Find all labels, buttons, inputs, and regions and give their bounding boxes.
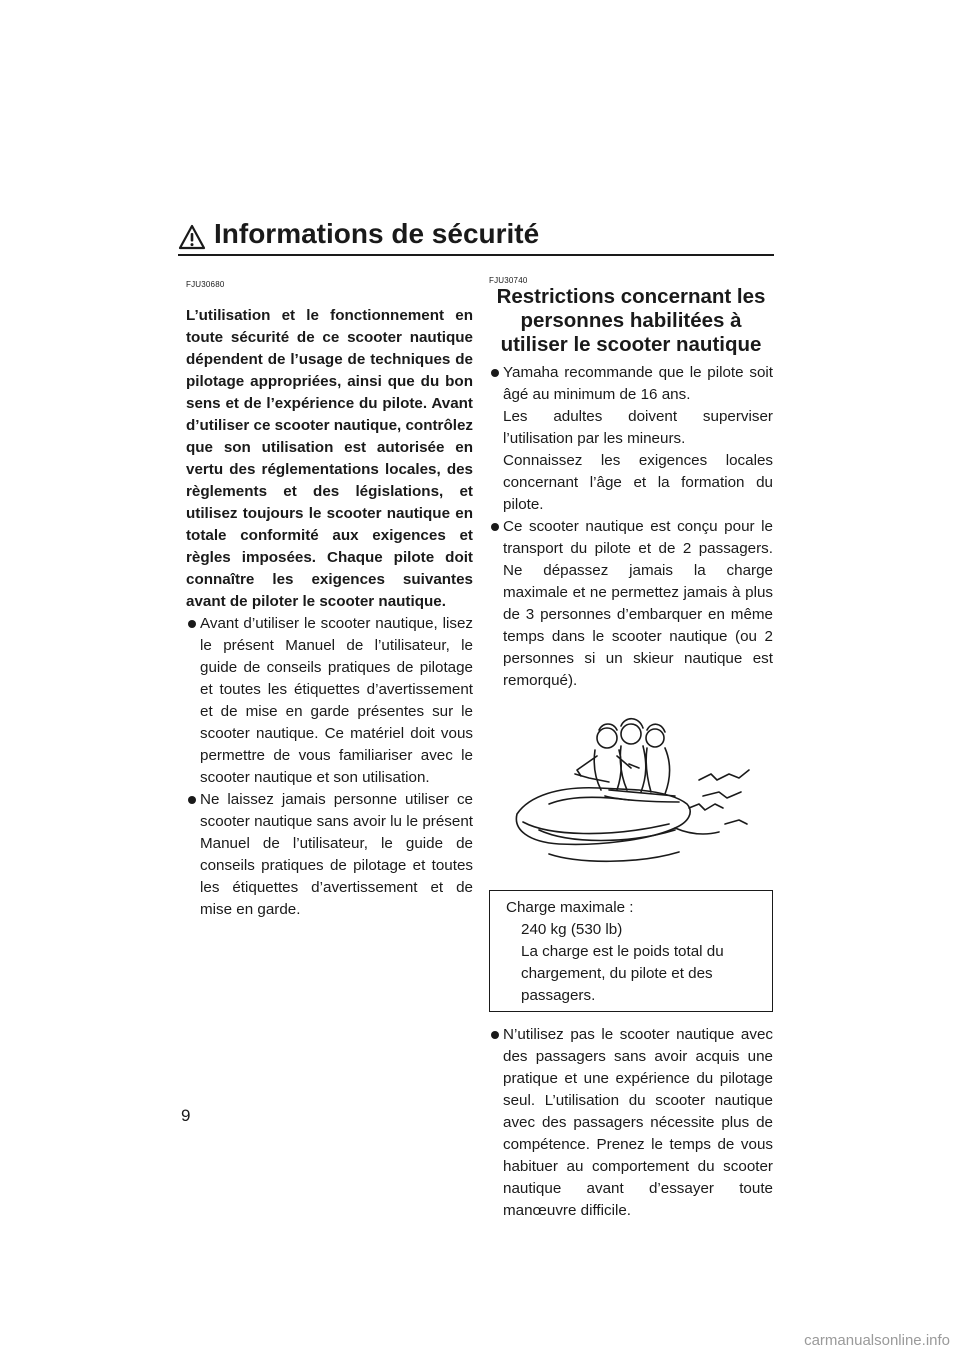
bullet-dot-icon (491, 369, 499, 377)
warning-triangle-icon (178, 224, 206, 250)
list-item (186, 789, 473, 921)
max-load-box (489, 890, 773, 1012)
bullet-text: N’utilisez pas le scooter nautique avec des passagers sans avoir acquis une pratique et une expérience du pilotage seul. L’utilisation du scooter nautique avec des passagers nécessite plus de compétence. Prenez le temps de vous habituer au comportement du scooter nautique avant d’essayer toute manœuvre difficile. (503, 1026, 773, 1219)
list-item (489, 362, 773, 516)
right-bullet-list-top (489, 362, 773, 692)
list-item (186, 613, 473, 789)
bullet-dot-icon (188, 620, 196, 628)
right-column (489, 285, 773, 1222)
bullet-text: Ne laissez jamais personne utiliser ce scooter nautique sans avoir lu le présent Manuel de l’utilisateur, le guide de conseils pratiques de pilotage et toutes les étiquettes d’avertissement et de mise en garde. (200, 791, 473, 918)
header-rule (178, 254, 774, 256)
section-code-left: FJU30680 (186, 280, 225, 289)
watercraft-three-riders-illustration (489, 704, 773, 880)
max-load-label: Charge maximale : (506, 899, 634, 916)
watercraft-figure (489, 704, 773, 880)
right-bullet-list-bottom (489, 1024, 773, 1222)
bullet-text: Connaissez les exigences locales concernant l’âge et la formation du pilote. (503, 452, 773, 513)
left-column (186, 305, 473, 921)
watermark: carmanualsonline.info (804, 1332, 950, 1349)
intro-paragraph: L’utilisation et le fonctionnement en toute sécurité de ce scooter nautique dépendent de l’usage de techniques de pilotage appropriées, ainsi que du bon sens et de l’expérience du pilote. Avant d’utiliser ce scooter nautique, contrôlez que son utilisation est autorisée en vertu des réglementations locales, des règlements et des législations, et utilisez toujours le scooter nautique en totale conformité aux exigences et règles imposées. Chaque pilote doit connaître les exigences suivantes avant de piloter le scooter nautique. (186, 307, 473, 610)
section-code-right: FJU30740 (489, 276, 528, 285)
bullet-dot-icon (188, 796, 196, 804)
list-item (489, 1024, 773, 1222)
bullet-text: Avant d’utiliser le scooter nautique, lisez le présent Manuel de l’utilisateur, le guide de conseils pratiques de pilotage et toutes les étiquettes d’avertissement et de mise en garde présentes sur le scooter nautique. Ce matériel doit vous permettre de vous familiariser avec le scooter nautique et son utilisation. (200, 615, 473, 786)
bullet-text: Ce scooter nautique est conçu pour le transport du pilote et de 2 passagers. Ne dépassez jamais la charge maximale et ne permettez jamais à plus de 3 personnes d’embarquer en même temps dans le scooter nautique (ou 2 personnes si un skieur nautique est remorqué). (503, 518, 773, 689)
page-header (178, 218, 774, 256)
max-load-note: La charge est le poids total du chargement, du pilote et des passagers. (521, 943, 724, 1004)
max-load-value: 240 kg (530 lb) (521, 921, 623, 938)
left-bullet-list (186, 613, 473, 921)
bullet-text: Yamaha recommande que le pilote soit âgé au minimum de 16 ans. (503, 364, 773, 403)
section-title: Restrictions concernant les personnes habilitées à utiliser le scooter nautique (496, 285, 766, 356)
bullet-dot-icon (491, 1031, 499, 1039)
list-item (489, 516, 773, 692)
bullet-text: Les adultes doivent superviser l’utilisation par les mineurs. (503, 408, 773, 447)
page-title: Informations de sécurité (214, 218, 540, 249)
bullet-dot-icon (491, 523, 499, 531)
page-number: 9 (181, 1106, 191, 1125)
